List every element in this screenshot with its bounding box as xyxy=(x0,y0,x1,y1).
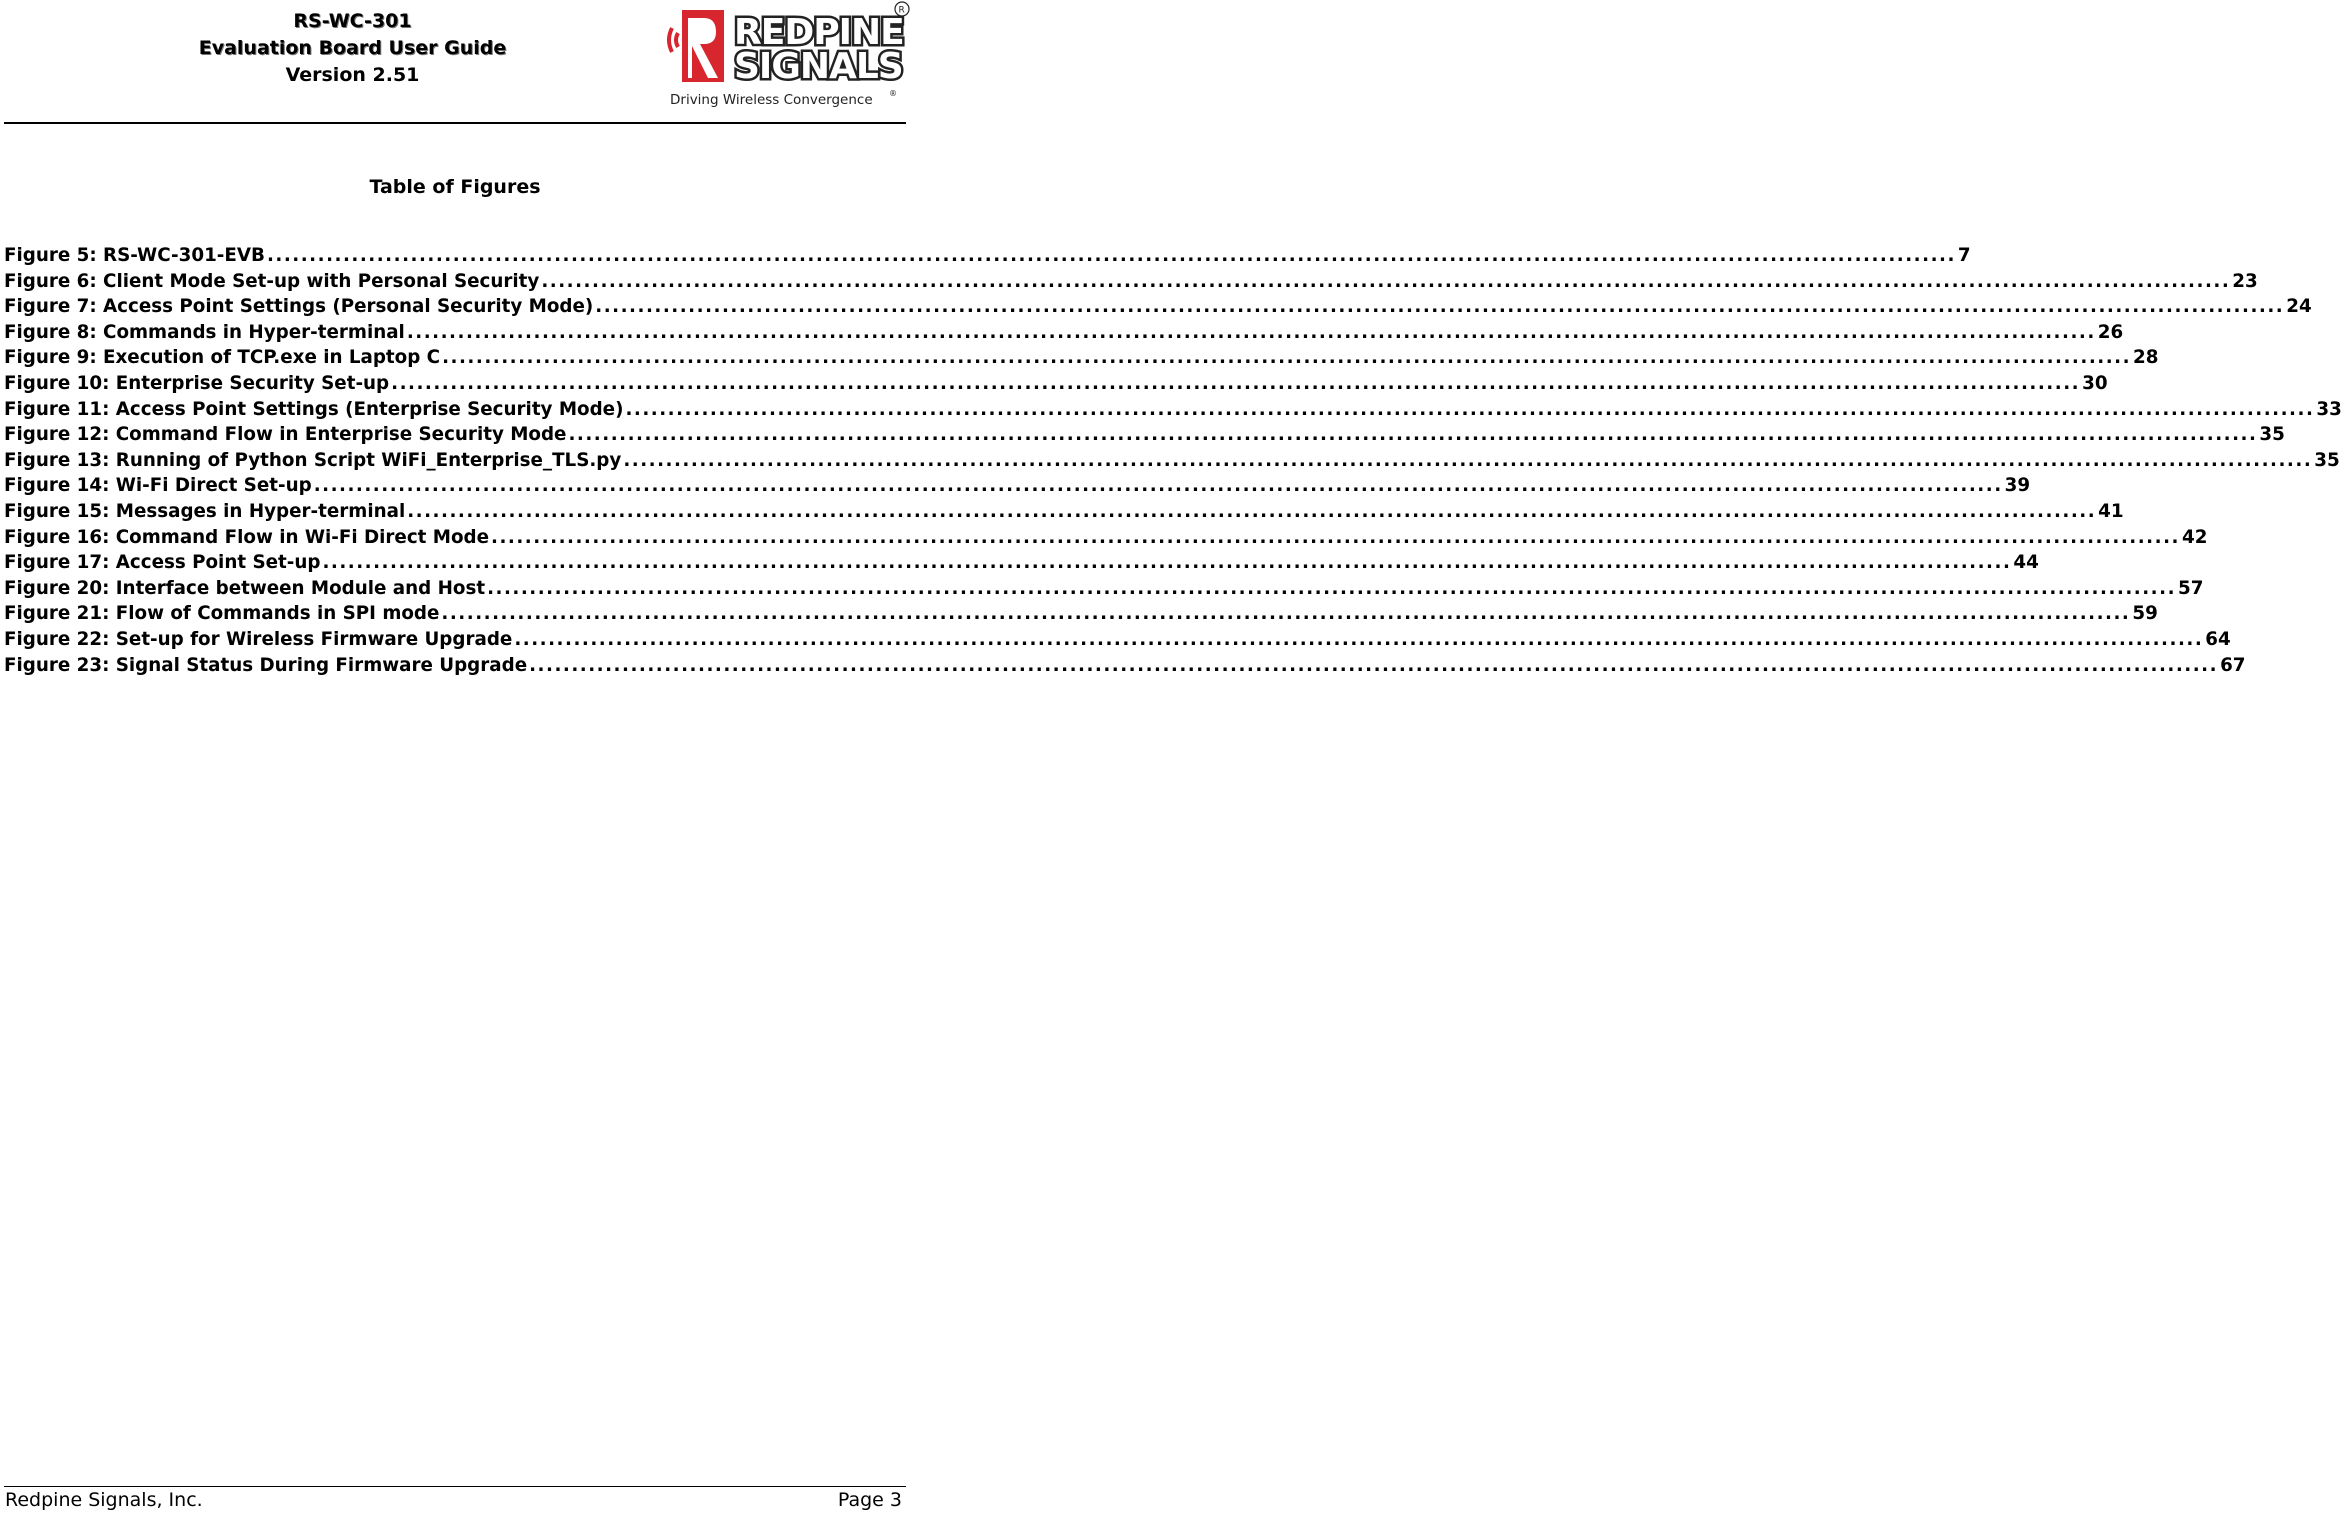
toc-dot-leader: ........................................................................................................................................................................................................ xyxy=(407,500,2097,522)
toc-entry-label: Figure 22: Set-up for Wireless Firmware Upgrade xyxy=(4,628,513,650)
toc-entry[interactable] xyxy=(4,576,2204,602)
toc-dot-leader: ........................................................................................................................................................................................................ xyxy=(313,475,2003,497)
toc-entry-label: Figure 15: Messages in Hyper-terminal xyxy=(4,500,406,522)
toc-entry-page: 59 xyxy=(2132,603,2158,625)
logo-tagline: Driving Wireless Convergence xyxy=(670,92,873,108)
toc-dot-leader: ........................................................................................................................................................................................................ xyxy=(529,654,2219,676)
toc-entry-page: 41 xyxy=(2098,500,2124,522)
toc-entry-page: 57 xyxy=(2178,577,2204,599)
document-version: Version 2.51 xyxy=(285,64,420,86)
redpine-emblem-icon xyxy=(669,10,724,82)
toc-entry[interactable] xyxy=(4,525,2208,551)
toc-entry-label: Figure 7: Access Point Settings (Personal Security Mode) xyxy=(4,296,594,318)
toc-entry-label: Figure 21: Flow of Commands in SPI mode xyxy=(4,603,440,625)
toc-dot-leader: ........................................................................................................................................................................................................ xyxy=(514,628,2204,650)
toc-entry-label: Figure 11: Access Point Settings (Enterprise Security Mode) xyxy=(4,398,624,420)
toc-entry-page: 64 xyxy=(2205,628,2231,650)
toc-dot-leader: ........................................................................................................................................................................................................ xyxy=(391,372,2081,394)
document-id: RS-WC-301 xyxy=(293,10,412,32)
toc-entry-label: Figure 9: Execution of TCP.exe in Laptop C xyxy=(4,347,441,369)
toc-entry[interactable] xyxy=(4,627,2231,653)
toc-entry-label: Figure 17: Access Point Set-up xyxy=(4,552,321,574)
toc-entry-page: 33 xyxy=(2316,398,2342,420)
toc-entry[interactable] xyxy=(4,243,1971,269)
toc-dot-leader: ........................................................................................................................................................................................................ xyxy=(595,296,2285,318)
toc-dot-leader: ........................................................................................................................................................................................................ xyxy=(487,577,2177,599)
footer-divider xyxy=(4,1486,906,1487)
toc-entry-label: Figure 6: Client Mode Set-up with Personal Security xyxy=(4,270,540,292)
toc-entry-label: Figure 10: Enterprise Security Set-up xyxy=(4,372,390,394)
toc-title: Table of Figures xyxy=(369,176,541,198)
toc-entry[interactable] xyxy=(4,397,2342,423)
toc-entry[interactable] xyxy=(4,294,2312,320)
toc-entry[interactable] xyxy=(4,653,2246,679)
redpine-signals-logo xyxy=(664,0,910,112)
toc-entry[interactable] xyxy=(4,422,2285,448)
toc-entry[interactable] xyxy=(4,550,2039,576)
table-of-figures xyxy=(4,243,2342,678)
toc-entry[interactable] xyxy=(4,371,2108,397)
svg-text:®: ® xyxy=(889,89,897,98)
toc-entry[interactable] xyxy=(4,448,2340,474)
toc-entry[interactable] xyxy=(4,345,2159,371)
toc-entry[interactable] xyxy=(4,499,2124,525)
toc-entry-page: 7 xyxy=(1957,245,1971,266)
toc-dot-leader: ........................................................................................................................................................................................................ xyxy=(442,347,2132,369)
toc-entry-label: Figure 16: Command Flow in Wi-Fi Direct Mode xyxy=(4,526,490,548)
toc-dot-leader: ........................................................................................................................................................................................................ xyxy=(625,398,2315,420)
toc-entry-label: Figure 5: RS-WC-301-EVB xyxy=(4,245,265,266)
toc-entry-label: Figure 12: Command Flow in Enterprise Security Mode xyxy=(4,424,567,446)
toc-entry-label: Figure 13: Running of Python Script WiFi_Enterprise_TLS.py xyxy=(4,449,622,471)
toc-entry-label: Figure 23: Signal Status During Firmware Upgrade xyxy=(4,654,528,676)
toc-entry[interactable] xyxy=(4,269,2258,295)
toc-entry-page: 35 xyxy=(2259,424,2285,446)
toc-entry-page: 23 xyxy=(2232,270,2258,292)
toc-entry-page: 35 xyxy=(2314,449,2340,471)
document-title: Evaluation Board User Guide xyxy=(198,37,507,59)
toc-dot-leader: ........................................................................................................................................................................................................ xyxy=(568,424,2258,446)
toc-dot-leader: ........................................................................................................................................................................................................ xyxy=(491,526,2180,548)
toc-entry-page: 26 xyxy=(2097,321,2124,343)
toc-dot-leader: ........................................................................................................................................................................................................ xyxy=(441,603,2131,625)
toc-dot-leader: ........................................................................................................................................................................................................ xyxy=(406,321,2096,343)
toc-entry[interactable] xyxy=(4,473,2031,499)
toc-entry-label: Figure 14: Wi-Fi Direct Set-up xyxy=(4,475,312,497)
toc-entry-label: Figure 8: Commands in Hyper-terminal xyxy=(4,321,405,343)
toc-entry-page: 24 xyxy=(2286,296,2312,318)
toc-entry-page: 44 xyxy=(2013,552,2039,574)
svg-text:R: R xyxy=(898,5,905,16)
toc-entry[interactable] xyxy=(4,601,2158,627)
toc-dot-leader: ........................................................................................................................................................................................................ xyxy=(541,270,2231,292)
document-header xyxy=(100,8,605,89)
logo-line1: REDPINE xyxy=(734,12,904,53)
toc-entry[interactable] xyxy=(4,320,2124,346)
toc-entry-page: 42 xyxy=(2181,526,2208,548)
footer-company: Redpine Signals, Inc. xyxy=(5,1489,203,1511)
logo-line2: SIGNALS xyxy=(734,46,903,87)
toc-entry-page: 28 xyxy=(2133,347,2159,369)
toc-entry-page: 30 xyxy=(2082,372,2108,394)
header-divider xyxy=(4,122,906,124)
footer-page-number: Page 3 xyxy=(837,1489,902,1511)
toc-entry-label: Figure 20: Interface between Module and Host xyxy=(4,577,486,599)
toc-entry-page: 67 xyxy=(2220,654,2246,676)
toc-dot-leader: ........................................................................................................................................................................................................ xyxy=(266,245,1956,266)
toc-dot-leader: ........................................................................................................................................................................................................ xyxy=(322,552,2012,574)
toc-entry-page: 39 xyxy=(2004,475,2031,497)
toc-dot-leader: ........................................................................................................................................................................................................ xyxy=(623,449,2313,471)
